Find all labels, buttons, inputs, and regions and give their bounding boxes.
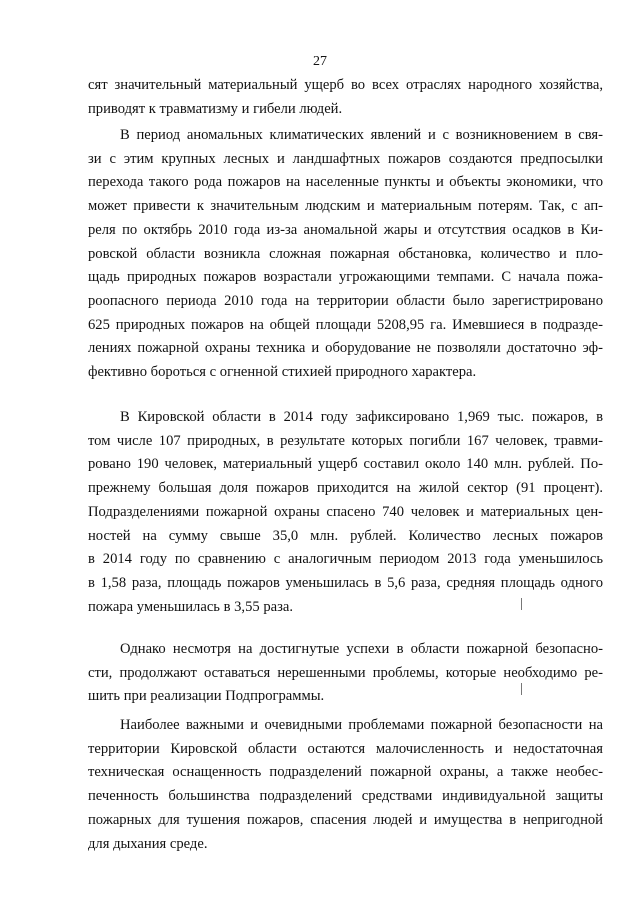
text-line: том числе 107 природных, в результате которых погибли 167 человек, травми-	[88, 432, 603, 449]
text-line: пожарных для тушения пожаров, спасения людей и имущества в непригодной	[88, 811, 603, 828]
page-number: 27	[313, 54, 327, 69]
text-line: лениях пожарной охраны техника и оборудование не позволяли достаточно эф-	[88, 340, 603, 357]
text-line: шить при реализации Подпрограммы.	[88, 688, 325, 705]
paragraph	[88, 714, 603, 856]
text-line: Наиболее важными и очевидными проблемами пожарной безопасности на	[120, 717, 603, 733]
text-line: роопасного периода 2010 года на территории области было зарегистрировано	[88, 292, 603, 309]
text-line: Однако несмотря на достигнутые успехи в области пожарной безопасно-	[120, 641, 603, 657]
text-line: фективно бороться с огненной стихией природного характера.	[88, 364, 477, 381]
text-line: реля по октябрь 2010 года из-за аномальной жары и отсутствия осадков в Ки-	[88, 221, 603, 238]
paragraph	[88, 638, 603, 709]
text-line: печенность большинства подразделений средствами индивидуальной защиты	[88, 788, 603, 805]
text-line: приводят к травматизму и гибели людей.	[88, 100, 343, 117]
text-line: в 1,58 раза, площадь пожаров уменьшилась в 5,6 раза, средняя площадь одного	[88, 574, 603, 591]
text-line: пожара уменьшилась в 3,55 раза.	[88, 598, 293, 615]
text-line: территории Кировской области остаются малочисленность и недостаточная	[88, 740, 603, 757]
text-line: ровской области возникла сложная пожарная обстановка, количество и пло-	[88, 245, 603, 262]
text-line: зи с этим крупных лесных и ландшафтных пожаров создаются предпосылки	[88, 150, 603, 167]
text-line: может привести к значительным людским и материальным потерям. Так, с ап-	[88, 198, 603, 215]
paragraph	[88, 74, 603, 121]
text-line: ностей на сумму свыше 35,0 млн. рублей. Количество лесных пожаров	[88, 527, 603, 544]
text-line: сят значительный материальный ущерб во всех отраслях народного хозяйства,	[88, 77, 603, 93]
text-line: 625 природных пожаров на общей площади 5208,95 га. Имевшиеся в подразде-	[88, 316, 603, 333]
text-line: ровано 190 человек, материальный ущерб составил около 140 млн. рублей. По-	[88, 456, 603, 473]
text-line: Подразделениями пожарной охраны спасено 740 человек и материальных цен-	[88, 503, 603, 520]
paragraph	[88, 406, 603, 619]
text-line: В Кировской области в 2014 году зафиксировано 1,969 тыс. пожаров, в	[120, 409, 603, 425]
text-line: для дыхания среде.	[88, 835, 208, 852]
text-line: В период аномальных климатических явлений и с возникновением в свя-	[120, 127, 603, 143]
text-line: сти, продолжают оставаться нерешенными проблемы, которые необходимо ре-	[88, 664, 603, 681]
paragraph	[88, 124, 603, 385]
text-line: в 2014 году по сравнению с аналогичным периодом 2013 года уменьшилось	[88, 551, 603, 568]
text-line: прежнему большая доля пожаров приходится на жилой сектор (91 процент).	[88, 480, 603, 497]
scan-artifact	[521, 598, 522, 610]
scan-artifact	[521, 683, 522, 695]
text-line: щадь природных пожаров возрастали угрожающими темпами. С начала пожа-	[88, 269, 603, 286]
text-line: техническая оснащенность подразделений пожарной охраны, а также необес-	[88, 764, 603, 781]
text-line: перехода такого рода пожаров на населенные пункты и объекты экономики, что	[88, 174, 603, 191]
